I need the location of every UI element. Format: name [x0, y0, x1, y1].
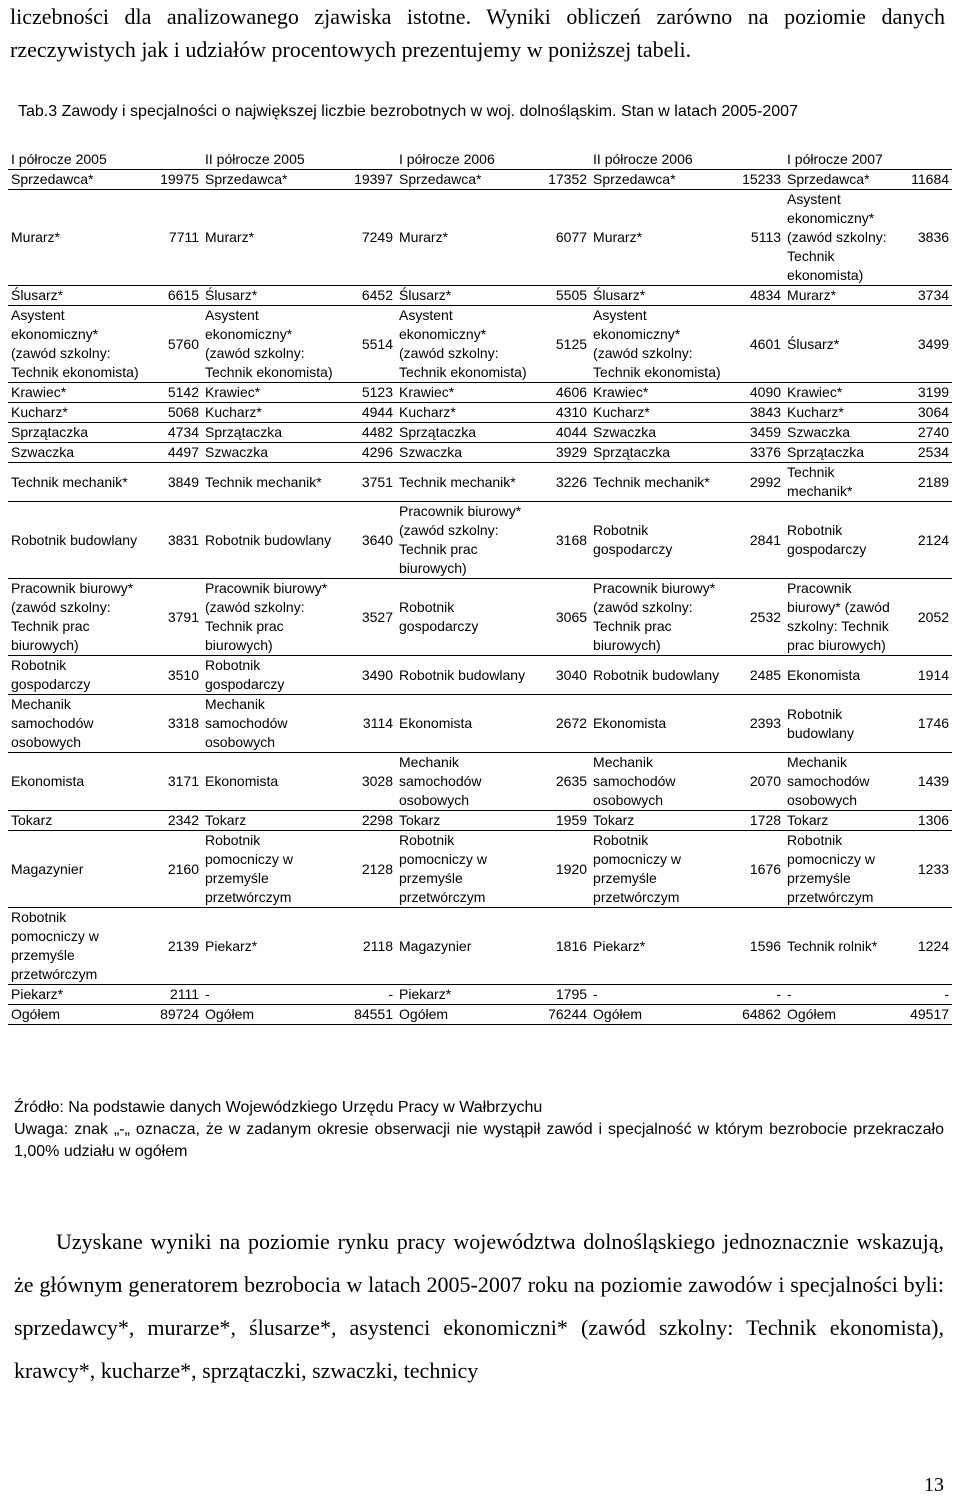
count-cell: 2139 [147, 908, 202, 985]
count-cell: 15233 [729, 170, 784, 190]
occupation-cell: Asystent ekonomiczny* (zawód szkolny: Technik ekonomista) [590, 306, 729, 383]
occupation-cell: Murarz* [396, 190, 535, 286]
count-cell: 3751 [341, 463, 396, 502]
occupation-cell: Piekarz* [396, 985, 535, 1005]
table-row [8, 695, 952, 753]
count-cell: 64862 [729, 1005, 784, 1025]
occupation-cell: Technik mechanik* [8, 463, 147, 502]
occupation-cell: Robotnik gospodarczy [784, 502, 897, 579]
occupation-cell: Pracownik biurowy* (zawód szkolny: Technik prac biurowych) [8, 579, 147, 656]
count-cell: 3040 [535, 656, 590, 695]
count-cell: 3843 [729, 403, 784, 423]
occupation-cell: Tokarz [8, 811, 147, 831]
count-cell: 6615 [147, 286, 202, 306]
note-line: Uwaga: znak „-„ oznacza, że w zadanym okresie obserwacji nie wystąpił zawód i specjalność w którym bezrobocie przekraczało 1,00% udziału w ogółem [14, 1121, 944, 1160]
occupation-cell: Kucharz* [784, 403, 897, 423]
occupation-cell: - [590, 985, 729, 1005]
count-cell: 76244 [535, 1005, 590, 1025]
occupation-cell: Ekonomista [202, 753, 341, 811]
occupation-cell: Technik mechanik* [202, 463, 341, 502]
occupation-cell: Szwaczka [202, 443, 341, 463]
count-cell: 1728 [729, 811, 784, 831]
occupation-cell: Sprzedawca* [590, 170, 729, 190]
count-cell: 1233 [897, 831, 952, 908]
count-cell: 2342 [147, 811, 202, 831]
table-row [8, 753, 952, 811]
count-cell: 2534 [897, 443, 952, 463]
occupation-cell: Pracownik biurowy* (zawód szkolny: Technik prac biurowych) [202, 579, 341, 656]
unemployment-table [8, 150, 952, 1025]
count-cell: 4944 [341, 403, 396, 423]
table-row [8, 190, 952, 286]
count-cell: 3459 [729, 423, 784, 443]
occupation-cell: Murarz* [590, 190, 729, 286]
occupation-cell: Sprzedawca* [202, 170, 341, 190]
occupation-cell: Piekarz* [590, 908, 729, 985]
occupation-cell: Szwaczka [8, 443, 147, 463]
count-cell: 3226 [535, 463, 590, 502]
occupation-cell: Kucharz* [8, 403, 147, 423]
count-cell: 3168 [535, 502, 590, 579]
table-row [8, 908, 952, 985]
occupation-cell: - [202, 985, 341, 1005]
occupation-cell: Sprzedawca* [396, 170, 535, 190]
occupation-cell: Tokarz [784, 811, 897, 831]
occupation-cell: Sprzedawca* [784, 170, 897, 190]
column-header: I półrocze 2007 [784, 150, 952, 170]
count-cell: 3499 [897, 306, 952, 383]
count-cell: 2052 [897, 579, 952, 656]
occupation-cell: Ślusarz* [202, 286, 341, 306]
count-cell: 3064 [897, 403, 952, 423]
count-cell: 3640 [341, 502, 396, 579]
occupation-cell: Ogółem [590, 1005, 729, 1025]
occupation-cell: Sprzedawca* [8, 170, 147, 190]
occupation-cell: Technik rolnik* [784, 908, 897, 985]
table-row [8, 383, 952, 403]
occupation-cell: Murarz* [8, 190, 147, 286]
occupation-cell: Robotnik gospodarczy [590, 502, 729, 579]
occupation-cell: Magazynier [396, 908, 535, 985]
occupation-cell: Ogółem [396, 1005, 535, 1025]
table-row [8, 656, 952, 695]
occupation-cell: Robotnik budowlany [590, 656, 729, 695]
occupation-cell: Tokarz [396, 811, 535, 831]
table-row [8, 443, 952, 463]
count-cell: 3791 [147, 579, 202, 656]
count-cell: 3831 [147, 502, 202, 579]
count-cell: 4310 [535, 403, 590, 423]
occupation-cell: Robotnik budowlany [396, 656, 535, 695]
occupation-cell: Mechanik samochodów osobowych [784, 753, 897, 811]
count-cell: 3318 [147, 695, 202, 753]
table-row [8, 463, 952, 502]
count-cell: 2672 [535, 695, 590, 753]
count-cell: 1816 [535, 908, 590, 985]
occupation-cell: Sprzątaczka [590, 443, 729, 463]
occupation-cell: Ogółem [202, 1005, 341, 1025]
occupation-cell: Szwaczka [784, 423, 897, 443]
count-cell: 3929 [535, 443, 590, 463]
count-cell: 2485 [729, 656, 784, 695]
occupation-cell: Technik mechanik* [590, 463, 729, 502]
count-cell: 3114 [341, 695, 396, 753]
count-cell: - [897, 985, 952, 1005]
count-cell: 1676 [729, 831, 784, 908]
source-notes [14, 1097, 944, 1163]
count-cell: 1306 [897, 811, 952, 831]
column-header: II półrocze 2005 [202, 150, 396, 170]
count-cell: 2635 [535, 753, 590, 811]
occupation-cell: Mechanik samochodów osobowych [396, 753, 535, 811]
count-cell: 3849 [147, 463, 202, 502]
occupation-cell: Sprzątaczka [8, 423, 147, 443]
count-cell: 1795 [535, 985, 590, 1005]
occupation-cell: Kucharz* [202, 403, 341, 423]
occupation-cell: Murarz* [202, 190, 341, 286]
occupation-cell: Krawiec* [590, 383, 729, 403]
table-row [8, 985, 952, 1005]
count-cell: 3028 [341, 753, 396, 811]
count-cell: - [729, 985, 784, 1005]
occupation-cell: Robotnik gospodarczy [202, 656, 341, 695]
occupation-cell: Ekonomista [396, 695, 535, 753]
count-cell: 89724 [147, 1005, 202, 1025]
count-cell: 5760 [147, 306, 202, 383]
count-cell: 4044 [535, 423, 590, 443]
count-cell: 7711 [147, 190, 202, 286]
occupation-cell: Magazynier [8, 831, 147, 908]
count-cell: 2124 [897, 502, 952, 579]
table-row [8, 306, 952, 383]
occupation-cell: Murarz* [784, 286, 897, 306]
count-cell: 11684 [897, 170, 952, 190]
occupation-cell: Mechanik samochodów osobowych [202, 695, 341, 753]
count-cell: 6452 [341, 286, 396, 306]
table-row [8, 811, 952, 831]
count-cell: 19397 [341, 170, 396, 190]
count-cell: 5514 [341, 306, 396, 383]
count-cell: 84551 [341, 1005, 396, 1025]
occupation-cell: Kucharz* [590, 403, 729, 423]
column-header: I półrocze 2006 [396, 150, 590, 170]
table-row [8, 502, 952, 579]
occupation-cell: Robotnik budowlany [202, 502, 341, 579]
count-cell: 49517 [897, 1005, 952, 1025]
occupation-cell: Piekarz* [8, 985, 147, 1005]
occupation-cell: Ślusarz* [8, 286, 147, 306]
intro-paragraph: liczebności dla analizowanego zjawiska istotne. Wyniki obliczeń zarówno na poziomie danych rzeczywistych jak i udziałów procentowych prezentujemy w poniższej tabeli. [10, 4, 945, 62]
occupation-cell: Ślusarz* [590, 286, 729, 306]
count-cell: 2111 [147, 985, 202, 1005]
count-cell: 4296 [341, 443, 396, 463]
occupation-cell: Robotnik pomocniczy w przemyśle przetwórczym [784, 831, 897, 908]
occupation-cell: Krawiec* [8, 383, 147, 403]
count-cell: 4497 [147, 443, 202, 463]
count-cell: 2070 [729, 753, 784, 811]
table-row [8, 286, 952, 306]
occupation-cell: Szwaczka [590, 423, 729, 443]
occupation-cell: Tokarz [590, 811, 729, 831]
count-cell: 2128 [341, 831, 396, 908]
table-row [8, 170, 952, 190]
count-cell: 6077 [535, 190, 590, 286]
occupation-cell: Ogółem [8, 1005, 147, 1025]
table-row [8, 831, 952, 908]
occupation-cell: Ślusarz* [396, 286, 535, 306]
count-cell: 4834 [729, 286, 784, 306]
count-cell: 2118 [341, 908, 396, 985]
count-cell: 7249 [341, 190, 396, 286]
conclusion-paragraph [14, 1220, 944, 1392]
occupation-cell: - [784, 985, 897, 1005]
occupation-cell: Ogółem [784, 1005, 897, 1025]
page-number: 13 [924, 1474, 944, 1496]
count-cell: 5113 [729, 190, 784, 286]
occupation-cell: Pracownik biurowy* (zawód szkolny: Technik prac biurowych) [396, 502, 535, 579]
count-cell: 2298 [341, 811, 396, 831]
count-cell: 4601 [729, 306, 784, 383]
count-cell: 1959 [535, 811, 590, 831]
occupation-cell: Technik mechanik* [396, 463, 535, 502]
occupation-cell: Sprzątaczka [396, 423, 535, 443]
count-cell: 19975 [147, 170, 202, 190]
table-row [8, 579, 952, 656]
count-cell: 2841 [729, 502, 784, 579]
count-cell: 2992 [729, 463, 784, 502]
count-cell: 3065 [535, 579, 590, 656]
occupation-cell: Krawiec* [784, 383, 897, 403]
occupation-cell: Krawiec* [202, 383, 341, 403]
occupation-cell: Asystent ekonomiczny* (zawód szkolny: Technik ekonomista) [784, 190, 897, 286]
count-cell: 3376 [729, 443, 784, 463]
table-caption: Tab.3 Zawody i specjalności o największej liczbie bezrobotnych w woj. dolnośląskim. Stan w latach 2005-2007 [18, 103, 798, 120]
count-cell: 2740 [897, 423, 952, 443]
occupation-cell: Robotnik budowlany [784, 695, 897, 753]
occupation-cell: Ślusarz* [784, 306, 897, 383]
count-cell: 5142 [147, 383, 202, 403]
count-cell: 5123 [341, 383, 396, 403]
occupation-cell: Ekonomista [8, 753, 147, 811]
count-cell: 1224 [897, 908, 952, 985]
occupation-cell: Pracownik biurowy* (zawód szkolny: Technik prac biurowych) [590, 579, 729, 656]
count-cell: 3171 [147, 753, 202, 811]
count-cell: 2189 [897, 463, 952, 502]
occupation-cell: Robotnik pomocniczy w przemyśle przetwórczym [396, 831, 535, 908]
occupation-cell: Sprzątaczka [784, 443, 897, 463]
occupation-cell: Robotnik gospodarczy [8, 656, 147, 695]
occupation-cell: Asystent ekonomiczny* (zawód szkolny: Technik ekonomista) [202, 306, 341, 383]
occupation-cell: Ekonomista [590, 695, 729, 753]
occupation-cell: Robotnik pomocniczy w przemyśle przetwórczym [590, 831, 729, 908]
count-cell: 1914 [897, 656, 952, 695]
count-cell: 5125 [535, 306, 590, 383]
count-cell: 1746 [897, 695, 952, 753]
count-cell: 2160 [147, 831, 202, 908]
occupation-cell: Krawiec* [396, 383, 535, 403]
occupation-cell: Piekarz* [202, 908, 341, 985]
count-cell: 17352 [535, 170, 590, 190]
table-header-row [8, 150, 952, 170]
count-cell: 3199 [897, 383, 952, 403]
count-cell: 3490 [341, 656, 396, 695]
source-line: Źródło: Na podstawie danych Wojewódzkiego Urzędu Pracy w Wałbrzychu [14, 1099, 543, 1116]
occupation-cell: Mechanik samochodów osobowych [8, 695, 147, 753]
occupation-cell: Robotnik pomocniczy w przemyśle przetwórczym [8, 908, 147, 985]
conclusion-text: Uzyskane wyniki na poziomie rynku pracy województwa dolnośląskiego jednoznacznie wskazują, że głównym generatorem bezrobocia w latach 2005-2007 roku na poziomie zawodów i specjalności byli: sprzedawcy*, murarze*, ślusarze*, asystenci ekonomiczni* (zawód szkolny: Technik ekonomista), krawcy*, kucharze*, sprzątaczki, szwaczki, technicy [14, 1229, 944, 1383]
count-cell: 3734 [897, 286, 952, 306]
table-row [8, 1005, 952, 1025]
occupation-cell: Mechanik samochodów osobowych [590, 753, 729, 811]
count-cell: 4090 [729, 383, 784, 403]
occupation-cell: Tokarz [202, 811, 341, 831]
occupation-cell: Robotnik pomocniczy w przemyśle przetwórczym [202, 831, 341, 908]
count-cell: 1920 [535, 831, 590, 908]
column-header: II półrocze 2006 [590, 150, 784, 170]
occupation-cell: Asystent ekonomiczny* (zawód szkolny: Technik ekonomista) [8, 306, 147, 383]
occupation-cell: Asystent ekonomiczny* (zawód szkolny: Technik ekonomista) [396, 306, 535, 383]
count-cell: 4482 [341, 423, 396, 443]
occupation-cell: Sprzątaczka [202, 423, 341, 443]
occupation-cell: Pracownik biurowy* (zawód szkolny: Technik prac biurowych) [784, 579, 897, 656]
count-cell: 2393 [729, 695, 784, 753]
table-row [8, 423, 952, 443]
count-cell: 4606 [535, 383, 590, 403]
count-cell: 1596 [729, 908, 784, 985]
count-cell: 3510 [147, 656, 202, 695]
count-cell: 3836 [897, 190, 952, 286]
count-cell: - [341, 985, 396, 1005]
column-header: I półrocze 2005 [8, 150, 202, 170]
occupation-cell: Szwaczka [396, 443, 535, 463]
occupation-cell: Technik mechanik* [784, 463, 897, 502]
occupation-cell: Kucharz* [396, 403, 535, 423]
count-cell: 4734 [147, 423, 202, 443]
count-cell: 5505 [535, 286, 590, 306]
occupation-cell: Robotnik gospodarczy [396, 579, 535, 656]
count-cell: 2532 [729, 579, 784, 656]
table-row [8, 403, 952, 423]
occupation-cell: Ekonomista [784, 656, 897, 695]
occupation-cell: Robotnik budowlany [8, 502, 147, 579]
count-cell: 5068 [147, 403, 202, 423]
count-cell: 3527 [341, 579, 396, 656]
count-cell: 1439 [897, 753, 952, 811]
